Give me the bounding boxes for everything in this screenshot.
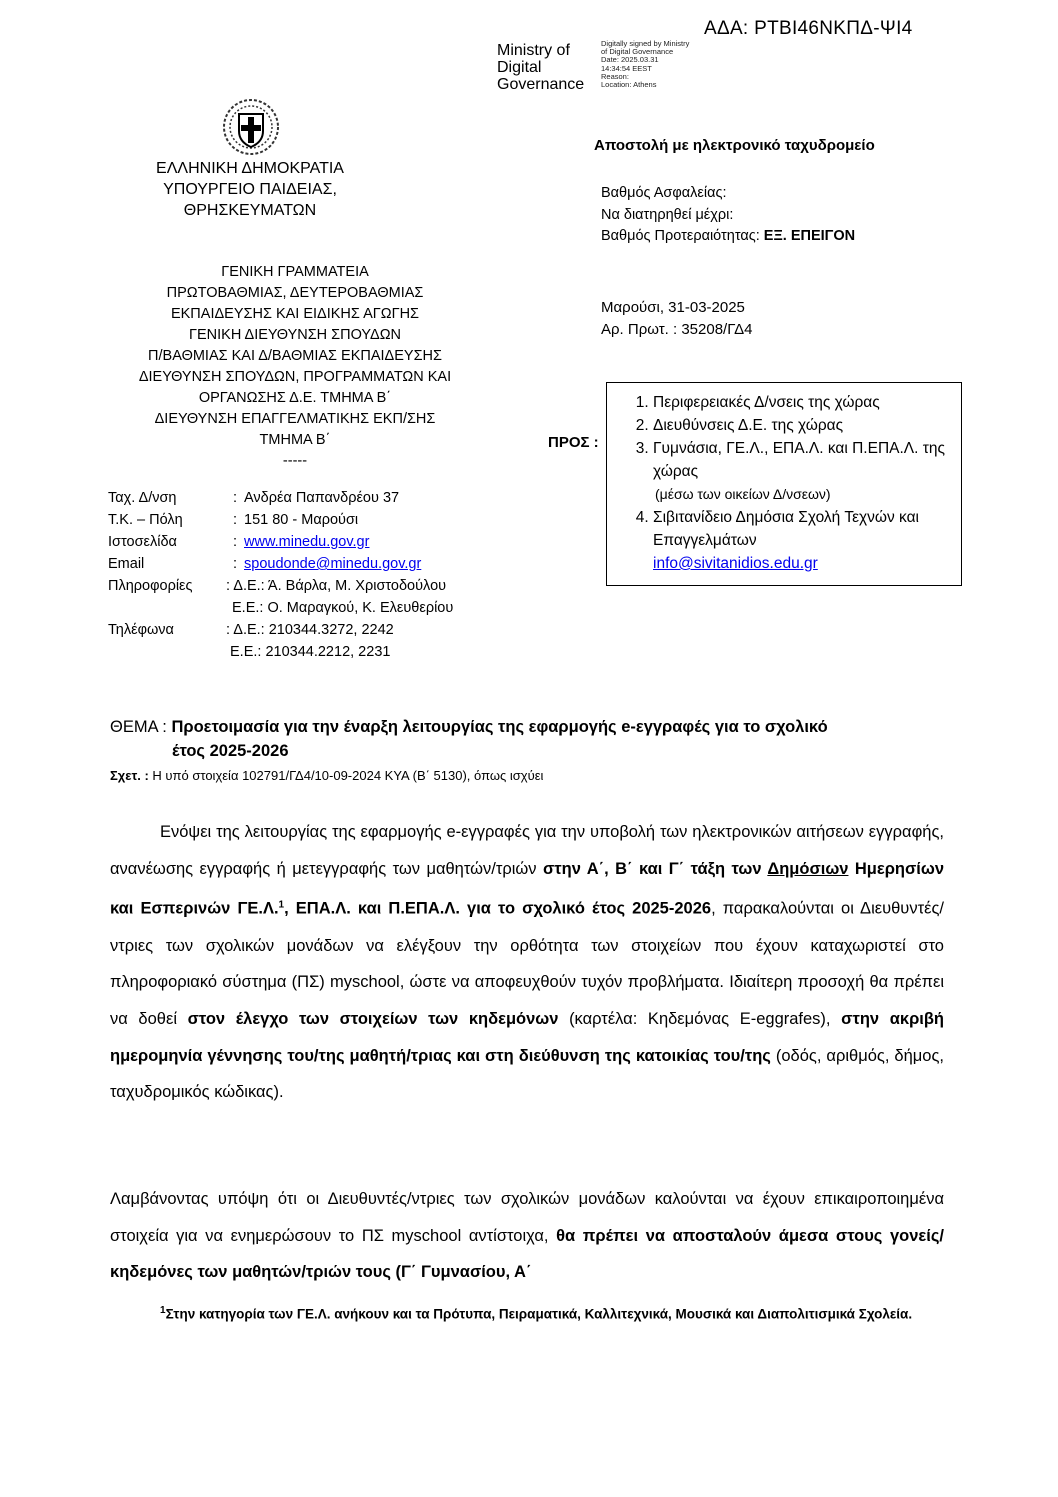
text-run-bold: θα πρέπει να αποσταλούν άμεσα στους γονείς/κηδεμόνες των μαθητών/τριών τους (Γ΄ Γυμνασίου, Α΄ [110, 1226, 944, 1282]
ada-code: ΑΔΑ: ΡΤΒΙ46ΝΚΠΔ-ΨΙ4 [704, 18, 913, 39]
address-value: Ανδρέα Παπανδρέου 37 [244, 490, 400, 506]
header-line: ΓΕΝΙΚΗ ΓΡΑΜΜΑΤΕΙΑ [221, 264, 369, 280]
text-run: Ενόψει της λειτουργίας της εφαρμογής e-εγγραφές για την υποβολή των ηλεκτρονικών αιτήσεων εγγραφής, ανανέωσης εγγραφής ή μετεγγραφής των μαθητών/τριών [110, 823, 944, 878]
subject-line-1 [110, 715, 950, 739]
text-run-bold: , ΕΠΑ.Λ. και Π.ΕΠΑ.Λ. για το σχολικό έτος 2025-2026 [284, 899, 712, 918]
info-ee-value: Ε.Ε.: Ο. Μαραγκού, Κ. Ελευθερίου [232, 600, 454, 616]
date-protocol-block [601, 297, 752, 340]
website-label: Ιστοσελίδα [108, 534, 177, 550]
signature-org-line: Ministry of [497, 42, 570, 59]
signature-details [601, 40, 689, 89]
text-run: , παρακαλούνται οι Διευθυντές/ντριες των σχολικών μονάδων να ελέγξουν την ορθότητα των στοιχείων που έχουν καταχωριστεί στο πληροφοριακό σύστημα (ΠΣ) myschool, ώστε να αποφευχθούν τυχόν προβλήματα. Ιδιαίτερη προσοχή θα πρέπει να δοθεί [110, 899, 944, 1029]
related-reference [110, 768, 543, 783]
info-label: Πληροφορίες [108, 578, 193, 594]
signature-detail-line: 14:34:54 EEST [601, 63, 652, 73]
footnote-text: Στην κατηγορία των ΓΕ.Λ. ανήκουν και τα Πρότυπα, Πειραματικά, Καλλιτεχνικά, Μουσικά και Διαπολιτισμικά Σχολεία. [165, 1306, 913, 1322]
header-line: ΔΙΕΥΘΥΝΣΗ ΣΠΟΥΔΩΝ, ΠΡΟΓΡΑΜΜΑΤΩΝ ΚΑΙ [138, 369, 452, 385]
separator: : [232, 512, 238, 528]
recipient-item-text: Σιβιτανίδειο Δημόσια Σχολή Τεχνών και Επαγγελμάτων [653, 509, 920, 549]
government-header [120, 158, 380, 221]
security-block [601, 183, 855, 248]
text-run: (οδός, αριθμός, δήμος, ταχυδρομικός κώδικας). [110, 1046, 944, 1102]
subject-line-2 [110, 739, 950, 763]
text-run-bold-underline: Δημόσιων [767, 859, 849, 878]
security-label: Βαθμός Ασφαλείας: [601, 185, 727, 201]
recipient-item [653, 506, 961, 575]
header-line: ΕΚΠΑΙΔΕΥΣΗΣ ΚΑΙ ΕΙΔΙΚΗΣ ΑΓΩΓΗΣ [170, 306, 420, 322]
header-line: ΥΠΟΥΡΓΕΙΟ ΠΑΙΔΕΙΑΣ, [163, 181, 337, 198]
header-line: Π/ΒΑΘΜΙΑΣ ΚΑΙ Δ/ΒΑΘΜΙΑΣ ΕΚΠΑΙΔΕΥΣΗΣ [148, 348, 442, 364]
signature-org [497, 42, 584, 93]
footnote-number: 1 [160, 1305, 166, 1316]
footnote [160, 1300, 920, 1325]
header-line: ΘΡΗΣΚΕΥΜΑΤΩΝ [183, 202, 317, 219]
header-line: ΟΡΓΑΝΩΣΗΣ Δ.Ε. ΤΜΗΜΑ Β΄ [198, 390, 392, 406]
recipient-item-text: Γυμνάσια, ΓΕ.Λ., ΕΠΑ.Λ. και Π.ΕΠΑ.Λ. της χώρας [653, 440, 945, 480]
separator: : [232, 556, 238, 572]
subject [110, 715, 950, 763]
protocol-line: Αρ. Πρωτ. : 35208/ΓΔ4 [601, 320, 753, 338]
header-line: ΔΙΕΥΘΥΝΣΗ ΕΠΑΓΓΕΛΜΑΤΙΚΗΣ ΕΚΠ/ΣΗΣ [154, 411, 436, 427]
date-line: Μαρούσι, 31-03-2025 [601, 299, 745, 316]
email-link[interactable]: spoudonde@minedu.gov.gr [244, 556, 422, 572]
recipients-label: ΠΡΟΣ : [548, 434, 599, 451]
general-secretariat-block [130, 262, 460, 472]
signature-detail-line: of Digital Governance [601, 47, 674, 57]
header-line: ΕΛΛΗΝΙΚΗ ΔΗΜΟΚΡΑΤΙΑ [156, 160, 344, 177]
signature-detail-line: Date: 2025.03.31 [601, 55, 659, 65]
related-text: Η υπό στοιχεία 102791/ΓΔ4/10-09-2024 ΚΥΑ (Β΄ 5130), όπως ισχύει [148, 768, 544, 783]
signature-org-line: Governance [497, 76, 585, 93]
separator: : [232, 490, 238, 506]
keep-until-label: Να διατηρηθεί μέχρι: [601, 206, 734, 223]
body-paragraph-2 [110, 1181, 944, 1291]
recipient-item: 2. Διευθύνσεις Δ.Ε. της χώρας [653, 414, 961, 437]
text-run-bold: στην ακριβή ημερομηνία γέννησης του/της μαθητή/τριας και στη διεύθυνση της κατοικίας του/της [110, 1010, 945, 1065]
signature-detail-line: Reason: [601, 71, 629, 81]
phone-label: Τηλέφωνα [108, 622, 174, 638]
website-link[interactable]: www.minedu.gov.gr [244, 534, 370, 550]
recipient-email-link[interactable]: info@sivitanidios.edu.gr [653, 555, 818, 572]
signature-org-line: Digital [497, 59, 542, 76]
info-de-value: : Δ.Ε.: Ά. Βάρλα, Μ. Χριστοδούλου [226, 578, 447, 594]
send-mode: Αποστολή με ηλεκτρονικό ταχυδρομείο [594, 137, 875, 154]
signature-detail-line: Digitally signed by Ministry [601, 39, 690, 48]
text-run-bold: στον έλεγχο των στοιχείων των κηδεμόνων [187, 1010, 559, 1029]
header-line: ΠΡΩΤΟΒΑΘΜΙΑΣ, ΔΕΥΤΕΡΟΒΑΘΜΙΑΣ [166, 285, 424, 301]
header-line: ΓΕΝΙΚΗ ΔΙΕΥΘΥΝΣΗ ΣΠΟΥΔΩΝ [188, 327, 402, 343]
subject-label: ΘΕΜΑ [110, 718, 158, 736]
related-label: Σχετ. : [110, 768, 149, 783]
separator: : [232, 534, 238, 550]
header-line: ΤΜΗΜΑ Β΄ [259, 432, 331, 448]
body-paragraph-1 [110, 814, 944, 1111]
text-run: Λαμβάνοντας υπόψη ότι οι Διευθυντές/ντριες των σχολικών μονάδων καλούνται να έχουν επικαιροποιημένα στοιχεία για να ενημερώσουν το ΠΣ myschool αντίστοιχα, [110, 1190, 944, 1245]
recipients-box [606, 382, 962, 586]
contact-info [108, 487, 453, 663]
phone-de-value: : Δ.Ε.: 210344.3272, 2242 [226, 622, 394, 638]
greek-coat-of-arms-icon [222, 98, 280, 156]
recipient-item: 1. Περιφερειακές Δ/νσεις της χώρας [653, 391, 961, 414]
address-label: Ταχ. Δ/νση [108, 490, 177, 506]
phone-ee-value: Ε.Ε.: 210344.2212, 2231 [230, 644, 391, 660]
city-label: Τ.Κ. – Πόλη [108, 512, 183, 528]
text-run-bold: Ημερησίων και Εσπερινών ΓΕ.Λ. [110, 859, 944, 918]
recipient-item [653, 437, 961, 506]
footnote-ref: 1 [278, 899, 285, 911]
priority-line [601, 226, 855, 248]
priority-label: Βαθμός Προτεραιότητας: [601, 228, 760, 244]
subject-text-cont: έτος 2025-2026 [172, 742, 289, 760]
header-divider: ----- [282, 453, 308, 469]
subject-text: Προετοιμασία για την έναρξη λειτουργίας της εφαρμογής e-εγγραφές για το σχολικό [171, 718, 828, 736]
recipient-note: (μέσω των οικείων Δ/νσεων) [655, 486, 831, 502]
subject-separator: : [157, 718, 172, 736]
text-run: (καρτέλα: Κηδεμόνας E-eggrafes), [558, 1010, 842, 1029]
city-value: 151 80 - Μαρούσι [244, 512, 359, 528]
priority-value: ΕΞ. ΕΠΕΙΓΟΝ [763, 228, 856, 244]
signature-detail-line: Location: Athens [601, 80, 657, 90]
text-run-bold: στην Α΄, Β΄ και Γ΄ τάξη των [542, 859, 768, 878]
email-label: Email [108, 556, 145, 572]
